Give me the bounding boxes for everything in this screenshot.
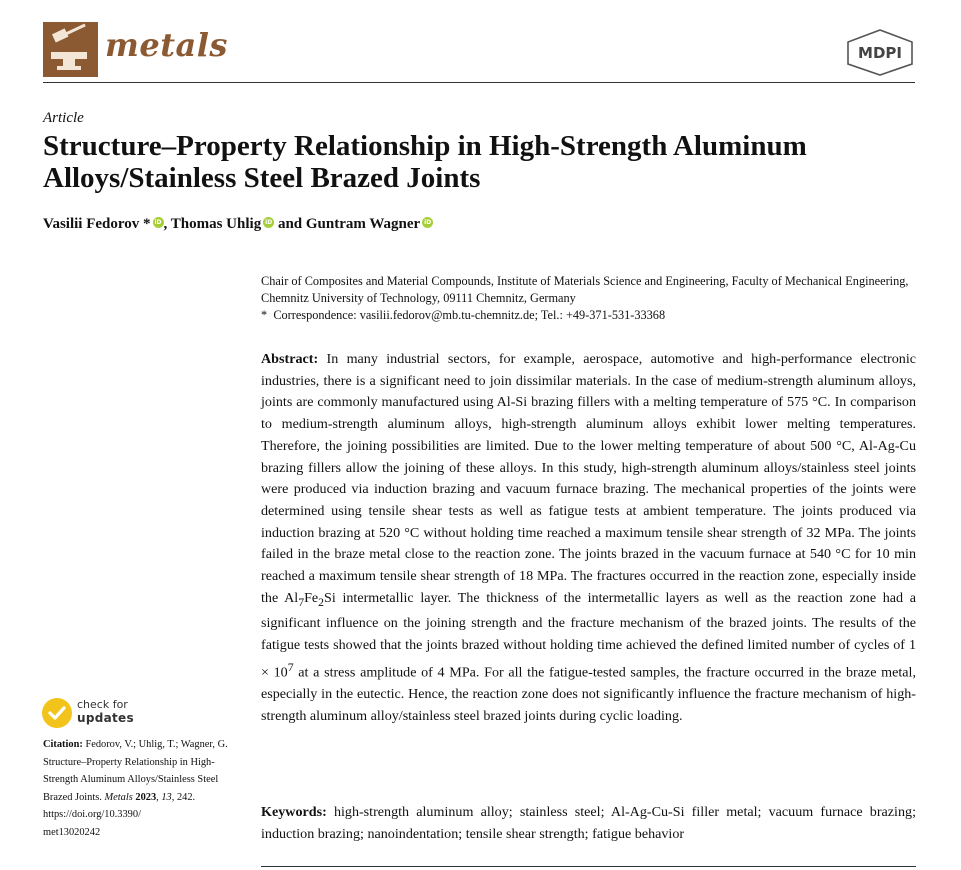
bottom-rule [261,866,916,867]
author-separator: , [163,216,171,232]
abstract-label: Abstract: [261,351,319,367]
article-type: Article [43,110,84,126]
superscript: 7 [287,660,294,674]
citation-label: Citation: [43,739,83,750]
header-rule [43,82,915,83]
journal-logo [43,22,98,77]
abstract-text: Si intermetallic layer. The thickness of the intermetallic layers as well as the reaction zone had a significant influence on the joining strength and the fracture mechanism of the brazed joints. The results of the fatigue tests showed that the joints brazed without holding time achieved the defined limited number of cycles of 1 × 10 [261,589,916,681]
affiliation: Chair of Composites and Material Compounds, Institute of Materials Science and Engineering, Faculty of Mechanical Engineering, Chemnitz University of Technology, 09111 Chemnitz, Germany [261,274,909,305]
orcid-icon[interactable]: iD [424,219,432,226]
checkmark-icon [42,698,72,728]
citation-block: Citation: Fedorov, V.; Uhlig, T.; Wagner, G. Structure–Property Relationship in High-Strength Aluminum Alloys/Stainless Steel Brazed Joints. Metals 2023, 13, 242. https://doi.org/10.3390/ met13020242 [43,739,228,838]
correspondence [261,307,921,324]
article-title: Structure–Property Relationship in High-Strength Aluminum Alloys/Stainless Steel Brazed Joints [43,130,807,194]
publisher-name: MDPI [858,44,902,62]
citation-pages: , 242. [171,791,196,803]
subscript: 2 [318,595,325,609]
keywords [261,802,916,845]
check-for-label: check for [77,698,128,711]
author-list [43,216,433,233]
abstract-text: at a stress amplitude of 4 MPa. For all the fatigue-tested samples, the fracture occurred in the braze metal, especially in the eutectic. Hence, the reaction zone does not significantly influence the fracture mechanism of high-strength aluminum alloy/stainless steel brazed joints during cyclic loading. [261,664,916,724]
doi-link[interactable]: https://doi.org/10.3390/ [43,809,141,820]
correspondence-text[interactable]: Correspondence: vasilii.fedorov@mb.tu-chemnitz.de; Tel.: +49-371-531-33368 [273,308,666,322]
citation-text: Fedorov, V.; Uhlig, T.; Wagner, G. Structure–Property Relationship in High-Strength Aluminum Alloys/Stainless Steel Brazed Joints. [43,739,228,803]
abstract-text: Fe [304,589,319,606]
anvil-icon [43,22,98,77]
corresponding-mark: * [139,216,151,232]
abstract [261,349,916,727]
keywords-label: Keywords: [261,804,327,820]
doi-link-cont[interactable]: met13020242 [43,826,101,838]
citation-volume: 13 [161,791,172,803]
affiliation-block [261,273,921,324]
citation-journal: Metals [104,791,133,803]
author-name[interactable]: Vasilii Fedorov [43,216,140,232]
mdpi-logo[interactable] [845,28,915,76]
check-for-updates-button[interactable] [42,696,172,730]
updates-label: updates [77,711,134,725]
author-name[interactable]: Thomas Uhlig [170,216,262,232]
journal-header [43,22,915,78]
abstract-text: In many industrial sectors, for example, aerospace, automotive and high-performance electronic industries, there is a significant need to join dissimilar materials. In the case of medium-strength aluminum alloys, joints are commonly manufactured using Al-Si brazing fillers with a melting temperature of 575 °C. In comparison to medium-strength aluminum alloys, high-strength aluminum alloys exhibit lower melting temperatures. Therefore, the joining possibilities are limited. Due to the lower melting temperature of about 500 °C, Al-Ag-Cu brazing fillers allow the joining of these alloys. In this study, high-strength aluminum alloys/stainless steel joints were produced via induction brazing and vacuum furnace brazing. The mechanical properties of the joints were determined using tensile shear tests as well as fatigue tests at ambient temperature. The joints produced via induction brazing at 520 °C without holding time reached a maximum tensile shear strength of 32 MPa. The joints failed in the braze metal close to the reaction zone. The joints brazed in the vacuum furnace at 540 °C for 10 min reached a maximum tensile shear strength of 18 MPa. The fractures occurred in the reaction zone, especially inside the Al [261,351,916,606]
citation-year: 2023 [135,791,157,803]
keywords-text: high-strength aluminum alloy; stainless steel; Al-Ag-Cu-Si filler metal; vacuum furnace brazing; induction brazing; nanoindentation; tensile shear strength; fatigue behavior [261,804,916,842]
subscript: 7 [298,595,305,609]
author-separator: and [274,216,306,232]
correspondence-mark: * [261,308,268,322]
journal-name[interactable]: metals [105,26,228,64]
author-name[interactable]: Guntram Wagner [305,216,421,232]
orcid-icon[interactable]: iD [154,219,162,226]
orcid-icon[interactable]: iD [265,219,273,226]
